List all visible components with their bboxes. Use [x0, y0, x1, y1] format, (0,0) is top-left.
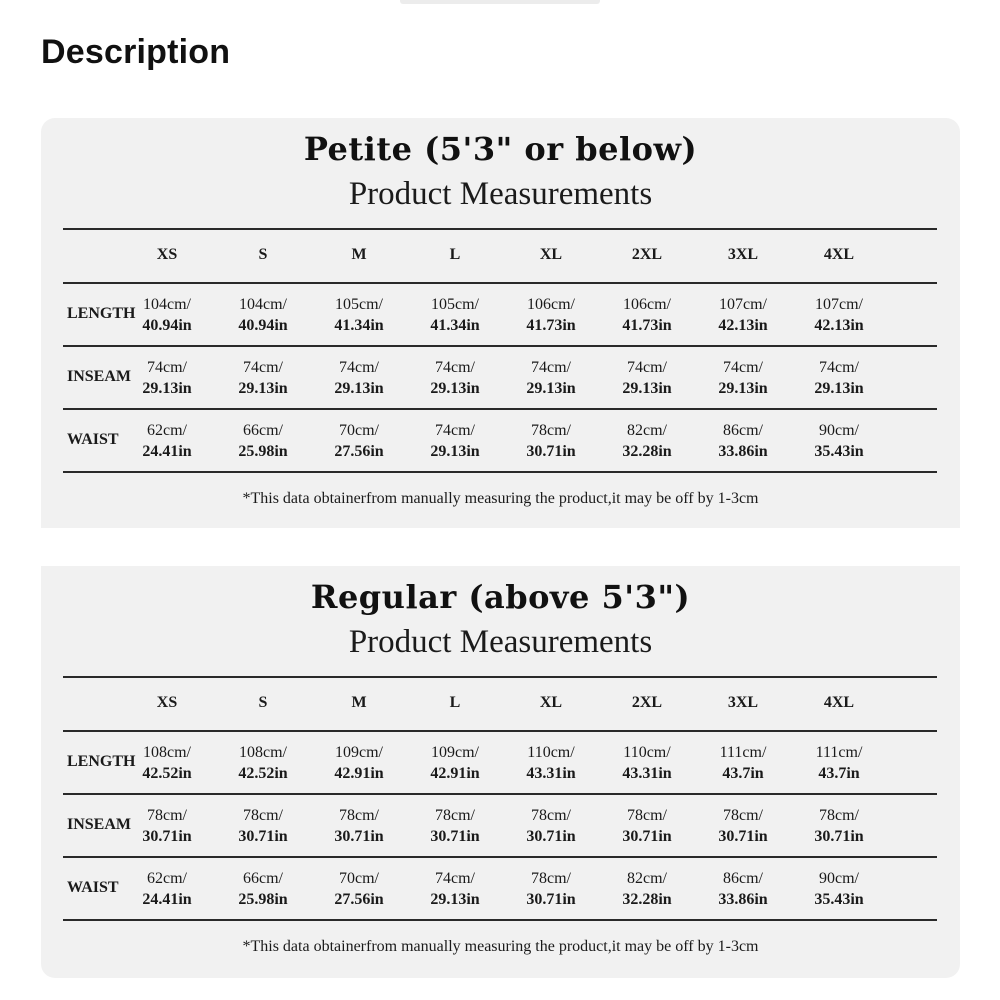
size-header: M	[351, 246, 367, 263]
measurement-cell	[695, 742, 791, 784]
inch-value: 35.43in	[814, 443, 864, 460]
measurement-cell	[599, 294, 695, 336]
measurement-cell	[119, 420, 215, 462]
measurement-cell	[407, 357, 503, 399]
measurement-cell	[503, 357, 599, 399]
chart-title: Petite (5'3" or below)	[303, 130, 698, 168]
measurement-cell	[215, 742, 311, 784]
cm-value: 66cm/	[243, 422, 283, 439]
measurement-cell	[311, 742, 407, 784]
size-header: M	[351, 694, 367, 711]
size-header: S	[258, 694, 268, 711]
cm-value: 74cm/	[819, 359, 859, 376]
inch-value: 42.52in	[142, 765, 192, 782]
cm-value: 90cm/	[819, 870, 859, 887]
inch-value: 30.71in	[526, 828, 576, 845]
measurement-cell	[407, 805, 503, 847]
cm-value: 110cm/	[623, 744, 671, 761]
measurement-cell	[695, 805, 791, 847]
measurement-cell	[503, 868, 599, 910]
table-rule	[63, 730, 937, 732]
inch-value: 30.71in	[526, 443, 576, 460]
cm-value: 78cm/	[339, 807, 379, 824]
measurement-cell	[695, 420, 791, 462]
measurement-cell	[791, 294, 887, 336]
cm-value: 110cm/	[527, 744, 575, 761]
measurement-cell	[215, 868, 311, 910]
measurement-cell	[311, 420, 407, 462]
inch-value: 24.41in	[142, 891, 192, 908]
table-rule	[63, 471, 937, 473]
cm-value: 74cm/	[435, 422, 475, 439]
inch-value: 29.13in	[334, 380, 384, 397]
measurement-cell	[119, 868, 215, 910]
cm-value: 62cm/	[147, 870, 187, 887]
measurement-cell	[791, 805, 887, 847]
cm-value: 62cm/	[147, 422, 187, 439]
size-header: XS	[156, 246, 178, 263]
size-chart-image	[41, 118, 960, 978]
measurement-cell	[503, 294, 599, 336]
size-header: 3XL	[727, 246, 759, 263]
row-label: INSEAM	[67, 816, 132, 833]
measurement-cell	[695, 357, 791, 399]
measurement-cell	[599, 357, 695, 399]
inch-value: 41.34in	[430, 317, 480, 334]
inch-value: 35.43in	[814, 891, 864, 908]
cm-value: 74cm/	[243, 359, 283, 376]
cm-value: 104cm/	[239, 296, 287, 313]
top-scroll-hint	[400, 0, 600, 4]
cm-value: 111cm/	[719, 744, 767, 761]
inch-value: 30.71in	[238, 828, 288, 845]
cm-value: 74cm/	[627, 359, 667, 376]
measurement-cell	[407, 742, 503, 784]
size-header: XL	[539, 694, 563, 711]
cm-value: 107cm/	[815, 296, 863, 313]
measurement-cell	[215, 805, 311, 847]
measurement-cell	[215, 294, 311, 336]
size-header: 4XL	[823, 694, 855, 711]
inch-value: 30.71in	[142, 828, 192, 845]
chart-title: Regular (above 5'3")	[310, 578, 691, 616]
inch-value: 30.71in	[526, 891, 576, 908]
inch-value: 43.7in	[818, 765, 860, 782]
cm-value: 86cm/	[723, 870, 763, 887]
inch-value: 29.13in	[430, 380, 480, 397]
inch-value: 33.86in	[718, 891, 768, 908]
inch-value: 32.28in	[622, 891, 672, 908]
chart-subtitle: Product Measurements	[348, 176, 653, 212]
inch-value: 41.73in	[622, 317, 672, 334]
cm-value: 111cm/	[815, 744, 863, 761]
inch-value: 30.71in	[622, 828, 672, 845]
inch-value: 27.56in	[334, 443, 384, 460]
cm-value: 66cm/	[243, 870, 283, 887]
row-label: WAIST	[67, 431, 119, 448]
measurement-cell	[695, 868, 791, 910]
cm-value: 82cm/	[627, 422, 667, 439]
cm-value: 106cm/	[527, 296, 575, 313]
cm-value: 108cm/	[143, 744, 191, 761]
cm-value: 74cm/	[531, 359, 571, 376]
measurement-cell	[311, 805, 407, 847]
size-header: L	[449, 246, 461, 263]
inch-value: 29.13in	[430, 443, 480, 460]
measurement-cell	[119, 294, 215, 336]
measurement-cell	[503, 420, 599, 462]
inch-value: 24.41in	[142, 443, 192, 460]
measurement-cell	[119, 357, 215, 399]
inch-value: 25.98in	[238, 443, 288, 460]
cm-value: 78cm/	[243, 807, 283, 824]
inch-value: 43.31in	[622, 765, 672, 782]
inch-value: 29.13in	[238, 380, 288, 397]
regular-size-chart	[41, 566, 960, 976]
table-rule	[63, 856, 937, 858]
measurement-cell	[311, 294, 407, 336]
measurement-cell	[503, 742, 599, 784]
row-label: WAIST	[67, 879, 119, 896]
size-header: 4XL	[823, 246, 855, 263]
inch-value: 42.91in	[334, 765, 384, 782]
inch-value: 43.31in	[526, 765, 576, 782]
measurement-cell	[215, 420, 311, 462]
inch-value: 29.13in	[622, 380, 672, 397]
cm-value: 90cm/	[819, 422, 859, 439]
measurement-cell	[599, 742, 695, 784]
inch-value: 41.73in	[526, 317, 576, 334]
inch-value: 29.13in	[526, 380, 576, 397]
cm-value: 86cm/	[723, 422, 763, 439]
measurement-cell	[791, 420, 887, 462]
table-rule	[63, 793, 937, 795]
inch-value: 27.56in	[334, 891, 384, 908]
size-header: XS	[156, 694, 178, 711]
size-header: XL	[539, 246, 563, 263]
petite-size-chart	[41, 118, 960, 528]
inch-value: 29.13in	[142, 380, 192, 397]
cm-value: 108cm/	[239, 744, 287, 761]
measurement-cell	[791, 357, 887, 399]
cm-value: 74cm/	[723, 359, 763, 376]
cm-value: 104cm/	[143, 296, 191, 313]
size-header: S	[258, 246, 268, 263]
row-label: INSEAM	[67, 368, 132, 385]
inch-value: 32.28in	[622, 443, 672, 460]
table-rule	[63, 408, 937, 410]
measurement-cell	[119, 805, 215, 847]
chart-separator	[41, 528, 960, 566]
cm-value: 78cm/	[531, 807, 571, 824]
inch-value: 42.13in	[718, 317, 768, 334]
measurement-cell	[407, 294, 503, 336]
cm-value: 70cm/	[339, 422, 379, 439]
measurement-cell	[119, 742, 215, 784]
cm-value: 78cm/	[627, 807, 667, 824]
cm-value: 74cm/	[435, 359, 475, 376]
inch-value: 29.13in	[718, 380, 768, 397]
measurement-cell	[311, 357, 407, 399]
inch-value: 43.7in	[722, 765, 764, 782]
inch-value: 41.34in	[334, 317, 384, 334]
cm-value: 78cm/	[723, 807, 763, 824]
inch-value: 25.98in	[238, 891, 288, 908]
cm-value: 74cm/	[435, 870, 475, 887]
cm-value: 105cm/	[431, 296, 479, 313]
inch-value: 33.86in	[718, 443, 768, 460]
cm-value: 70cm/	[339, 870, 379, 887]
cm-value: 109cm/	[335, 744, 383, 761]
row-label: LENGTH	[67, 753, 136, 770]
inch-value: 29.13in	[430, 891, 480, 908]
measurement-cell	[599, 420, 695, 462]
table-rule	[63, 919, 937, 921]
inch-value: 30.71in	[814, 828, 864, 845]
page-title: Description	[41, 33, 231, 71]
table-rule	[63, 345, 937, 347]
measurement-note: *This data obtainerfrom manually measuring the product,it may be off by 1-3cm	[242, 938, 759, 955]
inch-value: 40.94in	[238, 317, 288, 334]
size-header: 3XL	[727, 694, 759, 711]
measurement-cell	[311, 868, 407, 910]
measurement-cell	[503, 805, 599, 847]
cm-value: 78cm/	[147, 807, 187, 824]
cm-value: 109cm/	[431, 744, 479, 761]
table-rule	[63, 676, 937, 678]
measurement-cell	[599, 805, 695, 847]
inch-value: 42.91in	[430, 765, 480, 782]
cm-value: 82cm/	[627, 870, 667, 887]
measurement-cell	[407, 420, 503, 462]
cm-value: 78cm/	[435, 807, 475, 824]
inch-value: 42.13in	[814, 317, 864, 334]
inch-value: 30.71in	[718, 828, 768, 845]
row-label: LENGTH	[67, 305, 136, 322]
inch-value: 42.52in	[238, 765, 288, 782]
measurement-note: *This data obtainerfrom manually measuring the product,it may be off by 1-3cm	[242, 490, 759, 507]
measurement-cell	[791, 868, 887, 910]
measurement-cell	[407, 868, 503, 910]
inch-value: 30.71in	[334, 828, 384, 845]
size-header: 2XL	[631, 694, 663, 711]
measurement-cell	[599, 868, 695, 910]
cm-value: 105cm/	[335, 296, 383, 313]
measurement-cell	[791, 742, 887, 784]
cm-value: 74cm/	[339, 359, 379, 376]
size-header: L	[449, 694, 461, 711]
cm-value: 78cm/	[531, 422, 571, 439]
measurement-cell	[695, 294, 791, 336]
inch-value: 29.13in	[814, 380, 864, 397]
table-rule	[63, 282, 937, 284]
inch-value: 40.94in	[142, 317, 192, 334]
chart-subtitle: Product Measurements	[348, 624, 653, 660]
cm-value: 78cm/	[819, 807, 859, 824]
inch-value: 30.71in	[430, 828, 480, 845]
cm-value: 107cm/	[719, 296, 767, 313]
cm-value: 74cm/	[147, 359, 187, 376]
measurement-cell	[215, 357, 311, 399]
table-rule	[63, 228, 937, 230]
cm-value: 106cm/	[623, 296, 671, 313]
cm-value: 78cm/	[531, 870, 571, 887]
size-header: 2XL	[631, 246, 663, 263]
